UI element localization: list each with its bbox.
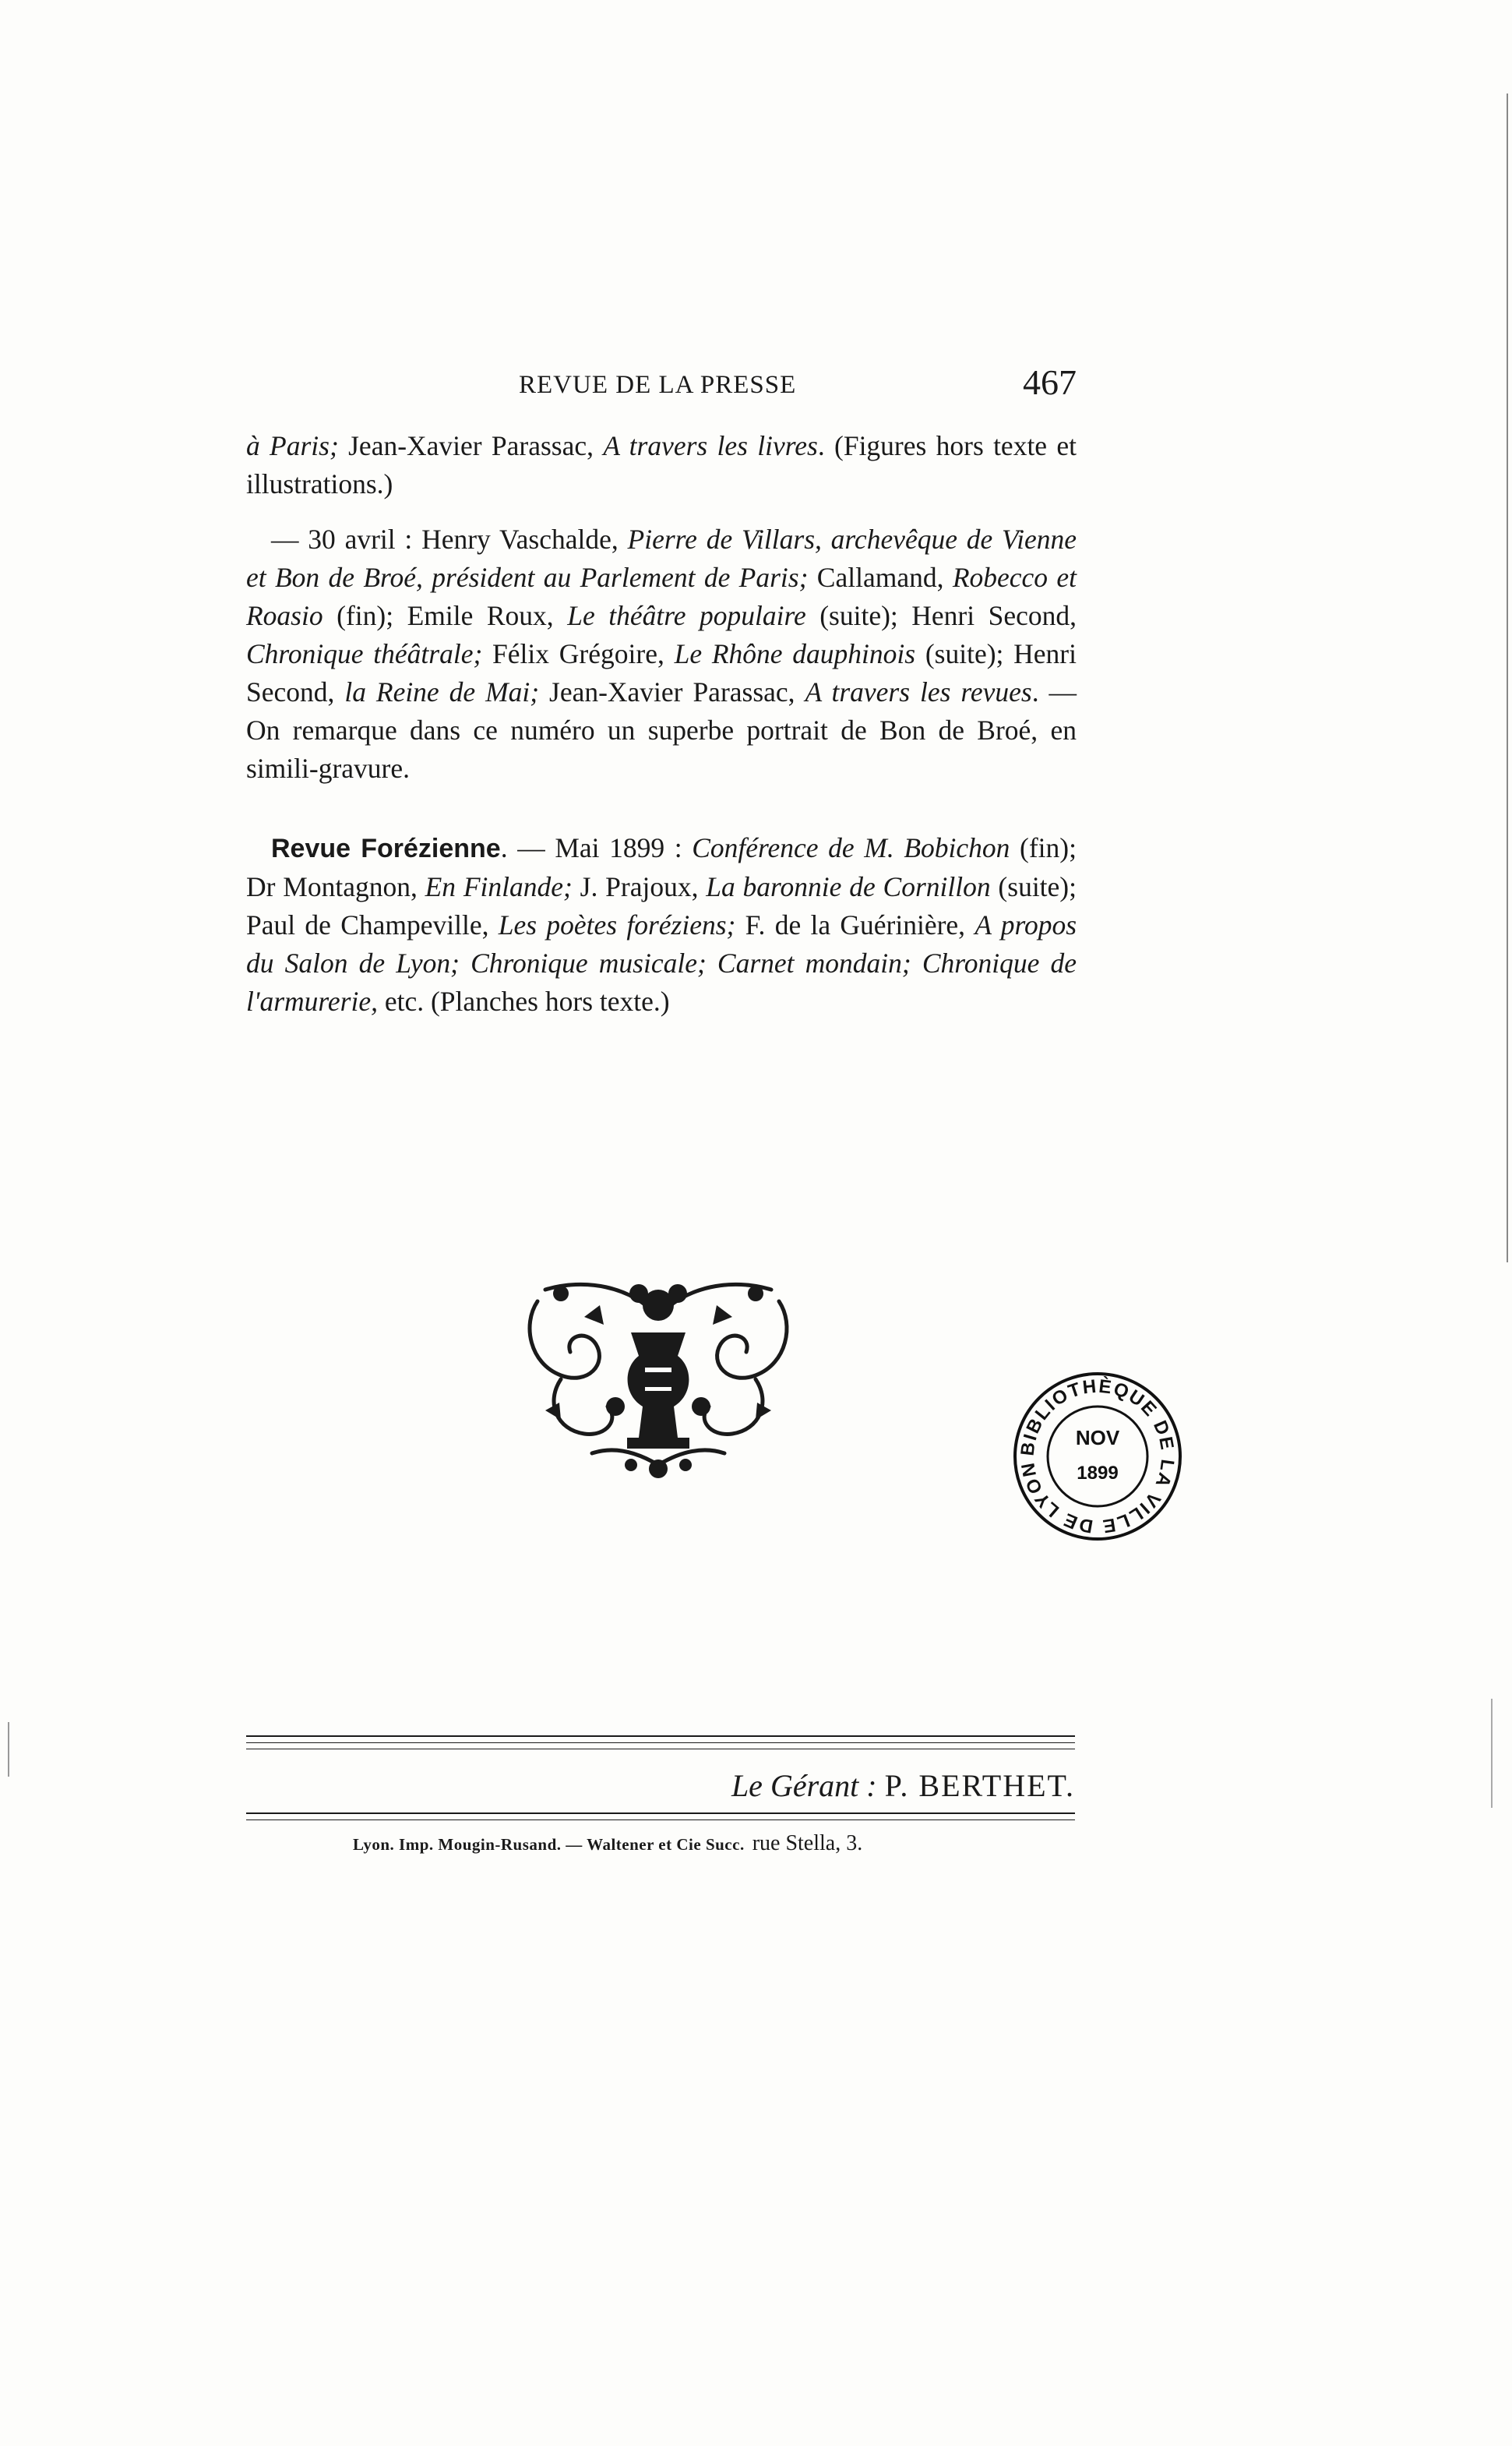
gerant-name: P. BERTHET. <box>884 1768 1075 1803</box>
text-span: A travers les livres <box>603 430 818 461</box>
text-span: Le Rhône dauphinois <box>674 638 916 669</box>
page-edge-line <box>1491 1699 1493 1808</box>
text-span: etc. (Planches hors texte.) <box>377 986 670 1017</box>
text-span: à Paris; <box>246 430 339 461</box>
text-span: — 30 avril : Henry Vaschalde, <box>271 524 628 555</box>
imprint-text: Lyon. Imp. Mougin-Rusand. — Waltener et Cie Succ. <box>353 1835 745 1854</box>
text-span: F. de la Guérinière, <box>735 909 975 941</box>
text-span: (suite); Henri Second, <box>246 638 1077 708</box>
footer-rule <box>246 1819 1075 1820</box>
text-span: Callamand, <box>808 562 953 593</box>
gerant-line <box>246 1767 1075 1804</box>
page-edge-line <box>8 1722 9 1777</box>
text-span: . — On remarque dans ce numéro un superbe portrait de Bon de Broé, en simili-gravure. <box>246 676 1077 784</box>
footer-rule <box>246 1742 1075 1743</box>
printer-imprint <box>353 1831 862 1856</box>
paragraph-continuation <box>246 427 1077 503</box>
stamp-text: BIBLIOTHÈQUE DE LA VILLE DE LYON <box>1017 1375 1179 1537</box>
footer-rule <box>246 1735 1075 1737</box>
text-span: Jean-Xavier Parassac, <box>539 676 805 708</box>
text-span: A travers les revues <box>805 676 1032 708</box>
text-span: la Reine de Mai; <box>344 676 540 708</box>
text-span: A propos du Salon de Lyon; Chronique musicale; Carnet mondain; Chronique de l'armurerie, <box>246 909 1077 1017</box>
text-span: La baronnie de Cornillon <box>706 871 991 902</box>
text-span: Le théâtre populaire <box>567 600 806 631</box>
paragraph-revue-forezienne <box>246 829 1077 1021</box>
text-span: J. Prajoux, <box>572 871 707 902</box>
text-span: . (Figures hors texte et illustrations.) <box>246 430 1077 499</box>
text-span: Les poètes foréziens; <box>498 909 736 941</box>
text-span: Robecco et Roasio <box>246 562 1077 631</box>
stamp-month: NOV <box>1075 1426 1120 1449</box>
text-span: (fin); Emile Roux, <box>322 600 568 631</box>
text-span: (suite); Henri Second, <box>805 600 1077 631</box>
library-stamp-icon <box>1011 1370 1184 1543</box>
footer-rule <box>246 1812 1075 1814</box>
page-header <box>246 362 1077 421</box>
text-span: (fin); Dr Montagnon, <box>246 832 1077 902</box>
text-span: Jean-Xavier Parassac, <box>338 430 604 461</box>
vase-ornament-icon <box>514 1270 802 1481</box>
paragraph-30-avril <box>246 521 1077 788</box>
gerant-label: Le Gérant : <box>731 1768 877 1803</box>
svg-text:BIBLIOTHÈQUE DE LA VILLE DE LY <box>1017 1375 1179 1537</box>
imprint-street: rue Stella, 3. <box>752 1831 863 1855</box>
page-edge-line <box>1507 94 1508 1262</box>
text-span: Félix Grégoire, <box>482 638 675 669</box>
running-title: REVUE DE LA PRESSE <box>519 371 797 399</box>
text-span: En Finlande; <box>425 871 573 902</box>
stamp-year: 1899 <box>1077 1463 1119 1484</box>
page-number: 467 <box>1023 362 1077 402</box>
text-span: Chronique théâtrale; <box>246 638 483 669</box>
text-span: . — Mai 1899 : <box>500 832 693 863</box>
text-span: Conférence de M. Bobichon <box>692 832 1010 863</box>
text-span: Pierre de Villars, archevêque de Vienne et Bon de Broé, président au Parlement de Paris; <box>246 524 1077 593</box>
text-span: (suite); Paul de Champeville, <box>246 871 1077 941</box>
journal-title: Revue Forézienne <box>271 834 501 863</box>
